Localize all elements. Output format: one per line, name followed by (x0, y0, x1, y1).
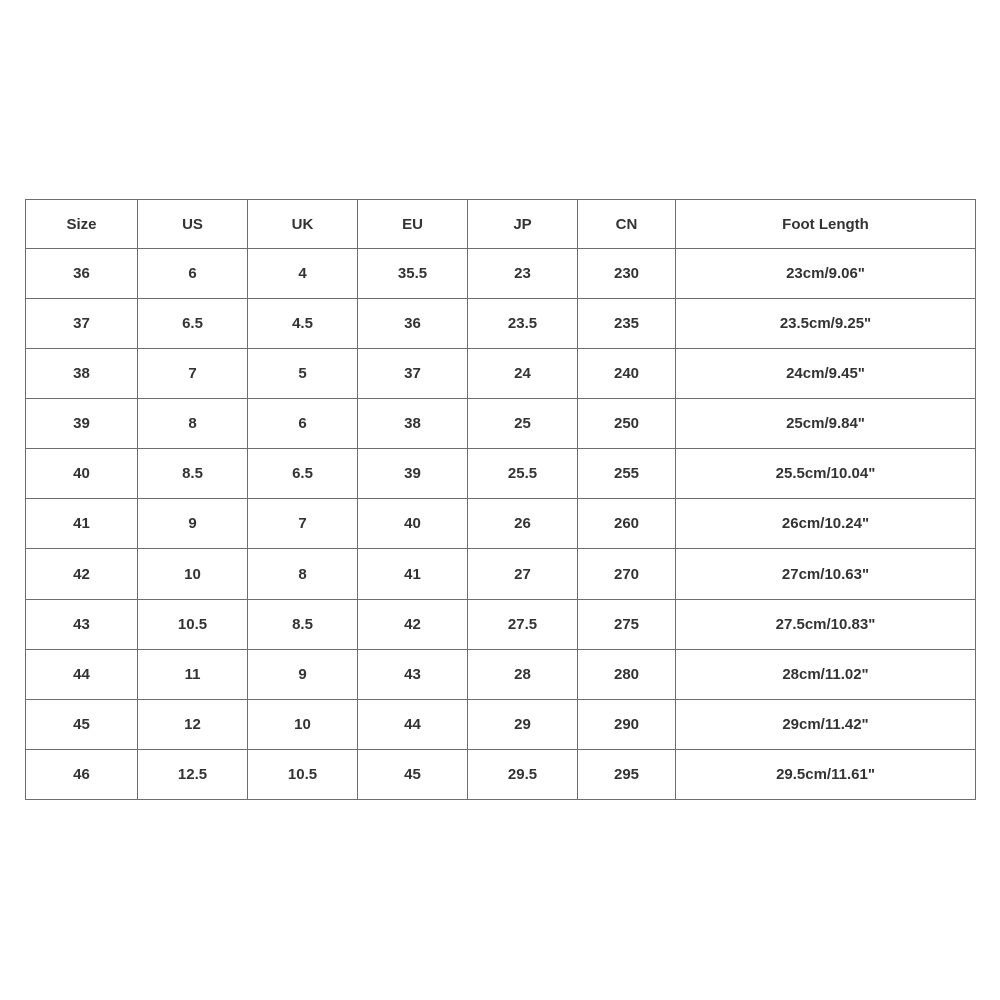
cell-eu: 43 (358, 649, 468, 699)
cell-us: 12.5 (138, 749, 248, 799)
cell-foot-length: 27.5cm/10.83" (676, 599, 976, 649)
cell-us: 9 (138, 499, 248, 549)
cell-eu: 44 (358, 699, 468, 749)
cell-uk: 10 (248, 699, 358, 749)
cell-us: 10.5 (138, 599, 248, 649)
size-chart-table (25, 199, 976, 800)
cell-cn: 235 (578, 299, 676, 349)
column-header-uk: UK (248, 200, 358, 249)
cell-uk: 6 (248, 399, 358, 449)
cell-foot-length: 27cm/10.63" (676, 549, 976, 599)
cell-foot-length: 28cm/11.02" (676, 649, 976, 699)
cell-size: 46 (26, 749, 138, 799)
cell-eu: 36 (358, 299, 468, 349)
cell-uk: 6.5 (248, 449, 358, 499)
column-header-jp: JP (468, 200, 578, 249)
cell-us: 6 (138, 249, 248, 299)
table-row (26, 699, 976, 749)
cell-foot-length: 26cm/10.24" (676, 499, 976, 549)
table-row (26, 299, 976, 349)
column-header-foot-length: Foot Length (676, 200, 976, 249)
cell-uk: 9 (248, 649, 358, 699)
cell-jp: 25.5 (468, 449, 578, 499)
cell-jp: 24 (468, 349, 578, 399)
cell-size: 38 (26, 349, 138, 399)
cell-uk: 4.5 (248, 299, 358, 349)
cell-cn: 250 (578, 399, 676, 449)
cell-size: 40 (26, 449, 138, 499)
cell-cn: 230 (578, 249, 676, 299)
cell-eu: 40 (358, 499, 468, 549)
cell-foot-length: 23.5cm/9.25" (676, 299, 976, 349)
cell-uk: 10.5 (248, 749, 358, 799)
cell-eu: 45 (358, 749, 468, 799)
cell-jp: 23 (468, 249, 578, 299)
table-row (26, 749, 976, 799)
cell-jp: 27 (468, 549, 578, 599)
cell-eu: 41 (358, 549, 468, 599)
cell-jp: 27.5 (468, 599, 578, 649)
cell-size: 39 (26, 399, 138, 449)
cell-uk: 8.5 (248, 599, 358, 649)
table-row (26, 499, 976, 549)
column-header-size: Size (26, 200, 138, 249)
table-header-row (26, 200, 976, 249)
cell-size: 36 (26, 249, 138, 299)
cell-cn: 260 (578, 499, 676, 549)
cell-foot-length: 24cm/9.45" (676, 349, 976, 399)
cell-jp: 28 (468, 649, 578, 699)
cell-size: 43 (26, 599, 138, 649)
cell-jp: 29.5 (468, 749, 578, 799)
cell-cn: 240 (578, 349, 676, 399)
cell-uk: 5 (248, 349, 358, 399)
cell-cn: 270 (578, 549, 676, 599)
cell-cn: 280 (578, 649, 676, 699)
cell-jp: 26 (468, 499, 578, 549)
cell-eu: 38 (358, 399, 468, 449)
cell-eu: 39 (358, 449, 468, 499)
cell-us: 12 (138, 699, 248, 749)
cell-foot-length: 29.5cm/11.61" (676, 749, 976, 799)
cell-jp: 23.5 (468, 299, 578, 349)
cell-foot-length: 25.5cm/10.04" (676, 449, 976, 499)
cell-eu: 35.5 (358, 249, 468, 299)
column-header-cn: CN (578, 200, 676, 249)
cell-size: 42 (26, 549, 138, 599)
table-row (26, 449, 976, 499)
table-row (26, 649, 976, 699)
cell-us: 8.5 (138, 449, 248, 499)
cell-foot-length: 23cm/9.06" (676, 249, 976, 299)
cell-size: 45 (26, 699, 138, 749)
cell-us: 7 (138, 349, 248, 399)
column-header-us: US (138, 200, 248, 249)
table-row (26, 399, 976, 449)
column-header-eu: EU (358, 200, 468, 249)
table-row (26, 349, 976, 399)
cell-size: 41 (26, 499, 138, 549)
cell-us: 11 (138, 649, 248, 699)
table-row (26, 249, 976, 299)
cell-jp: 25 (468, 399, 578, 449)
table-row (26, 549, 976, 599)
cell-foot-length: 29cm/11.42" (676, 699, 976, 749)
cell-cn: 275 (578, 599, 676, 649)
cell-foot-length: 25cm/9.84" (676, 399, 976, 449)
cell-us: 6.5 (138, 299, 248, 349)
cell-uk: 4 (248, 249, 358, 299)
cell-cn: 290 (578, 699, 676, 749)
cell-uk: 8 (248, 549, 358, 599)
cell-jp: 29 (468, 699, 578, 749)
cell-us: 8 (138, 399, 248, 449)
cell-eu: 42 (358, 599, 468, 649)
table-row (26, 599, 976, 649)
cell-size: 44 (26, 649, 138, 699)
cell-us: 10 (138, 549, 248, 599)
cell-cn: 295 (578, 749, 676, 799)
cell-size: 37 (26, 299, 138, 349)
cell-uk: 7 (248, 499, 358, 549)
cell-eu: 37 (358, 349, 468, 399)
cell-cn: 255 (578, 449, 676, 499)
